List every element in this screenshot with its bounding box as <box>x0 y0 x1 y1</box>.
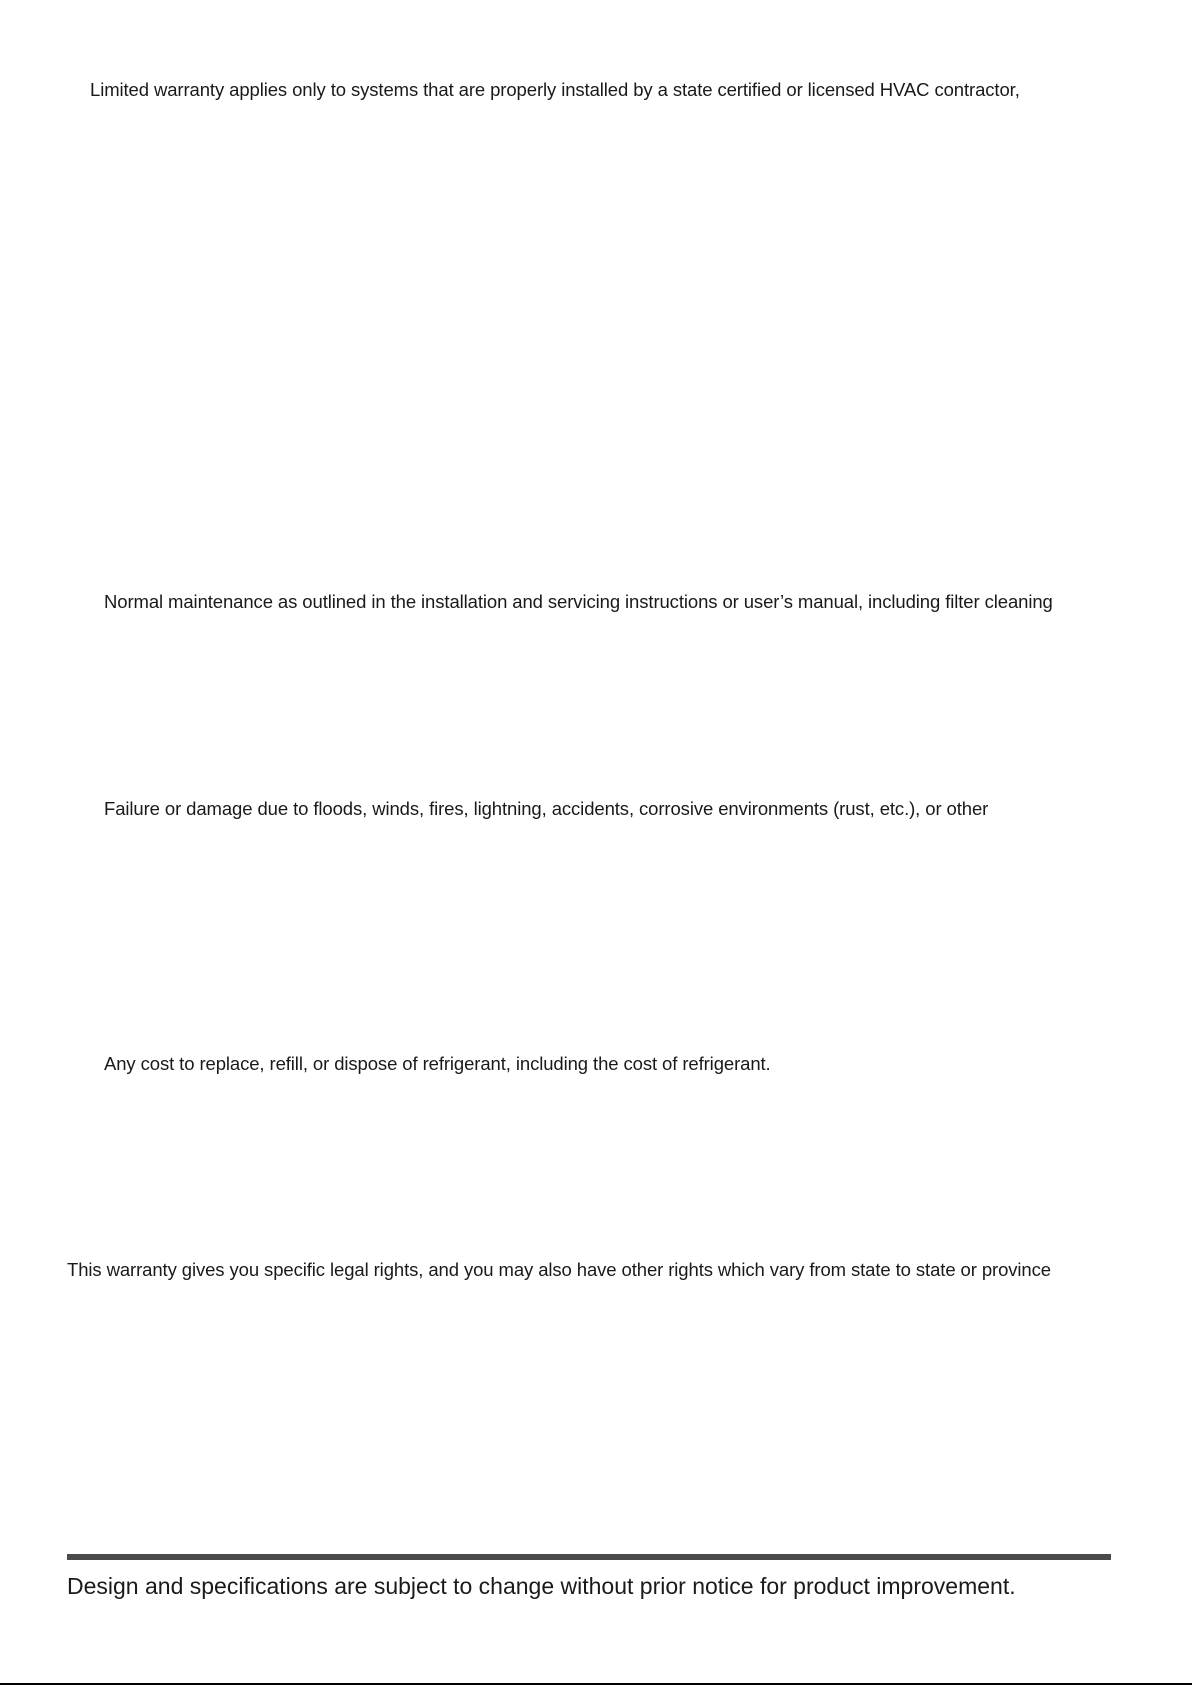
exclusion-damage-text: Failure or damage due to floods, winds, fires, lightning, accidents, corrosive environments (rust, etc.), or other <box>104 798 989 819</box>
warranty-scope-text: Limited warranty applies only to systems that are properly installed by a state certified or licensed HVAC contractor, <box>90 79 1020 100</box>
exclusion-maintenance-text: Normal maintenance as outlined in the installation and servicing instructions or user’s manual, including filter cleaning <box>104 591 1053 612</box>
footer-divider <box>67 1554 1111 1560</box>
footer-notice: Design and specifications are subject to change without prior notice for product improvement. <box>67 1573 1016 1599</box>
exclusion-refrigerant-text: Any cost to replace, refill, or dispose of refrigerant, including the cost of refrigerant. <box>104 1053 771 1074</box>
legal-rights-text: This warranty gives you specific legal rights, and you may also have other rights which vary from state to state or province <box>67 1259 1051 1280</box>
